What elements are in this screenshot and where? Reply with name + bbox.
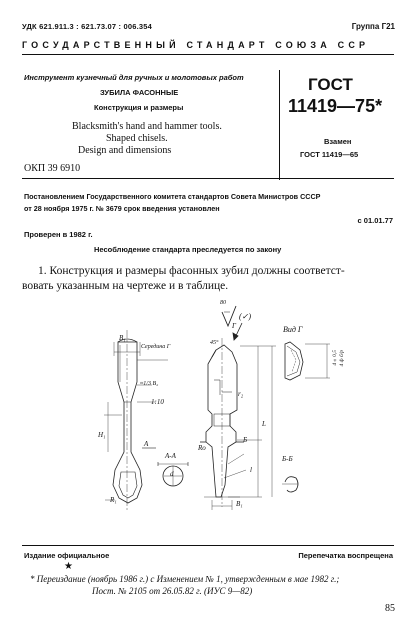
label-h1: H₁ [98, 431, 106, 439]
label-r1: R₁ [110, 496, 117, 504]
roughness-suffix: (✓) [239, 312, 252, 321]
label-b1: B₁ [119, 334, 126, 342]
star-mark: ★ [64, 561, 73, 572]
label-l: L [262, 420, 266, 428]
replaces-label: Взамен [324, 137, 352, 146]
checked-year: Проверен в 1982 г. [24, 230, 93, 239]
arrow-g-label: Г [232, 322, 236, 330]
chisel-side-view [104, 330, 188, 512]
label-dim-45: 4±0,5 [332, 350, 338, 366]
warning-text: Несоблюдение стандарта преследуется по закону [94, 245, 282, 254]
label-taper: 1:10 [151, 398, 164, 406]
title-english-2: Shaped chisels. [106, 133, 168, 144]
label-middle: Середина Г [141, 344, 171, 350]
label-l1: l [250, 466, 252, 474]
label-section-bb: Б-Б [282, 455, 293, 463]
decree-line-2: от 28 ноября 1975 г. № 3679 срок введения установлен [24, 204, 220, 213]
footnote-line-2: Пост. № 2105 от 26.05.82 г. (ИУС 9—82) [92, 586, 253, 596]
label-d: d [170, 470, 174, 478]
label-b1-bottom: B₁ [236, 500, 243, 508]
reprint-prohibited: Перепечатка воспрещена [298, 551, 393, 560]
label-ro: Rо [198, 444, 206, 452]
group-code: Группа Г21 [351, 22, 395, 31]
paragraph-1-line-2: вовать указанным на чертеже и в таблице. [22, 280, 229, 292]
label-a-marker: А [144, 440, 149, 448]
footer-rule [22, 545, 394, 546]
label-dim-46: 4 ф б/р [339, 350, 345, 367]
decree-line-1: Постановлением Государственного комитета стандартов Совета Министров СССР [24, 192, 321, 201]
view-g-label: Вид Г [283, 325, 303, 334]
title-line-2: ЗУБИЛА ФАСОННЫЕ [100, 88, 179, 97]
decree-date: с 01.01.77 [357, 216, 393, 225]
title-english-3: Design and dimensions [78, 145, 172, 156]
udk-code: УДК 621.911.3 : 621.73.07 : 006.354 [22, 22, 153, 31]
roughness-value: 80 [220, 300, 226, 306]
view-g-detail [285, 342, 330, 380]
section-b-b-detail [282, 477, 298, 492]
footnote-line-1: * Переиздание (ноябрь 1986 г.) с Изменением № 1, утвержденным в мае 1982 г.; [30, 574, 340, 584]
title-line-1: Инструмент кузнечный для ручных и молотовых работ [24, 73, 244, 82]
paragraph-1-line-1: 1. Конструкция и размеры фасонных зубил должны соответст- [38, 265, 345, 277]
label-b-marker: Б [243, 436, 248, 444]
okp-code: ОКП 39 6910 [24, 163, 81, 174]
label-r2: r₂ [238, 390, 244, 398]
state-standard-heading: ГОСУДАРСТВЕННЫЙ СТАНДАРТ СОЮЗА ССР [22, 40, 370, 50]
official-edition: Издание официальное [24, 551, 110, 560]
page-number: 85 [385, 603, 395, 614]
title-english-1: Blacksmith's hand and hammer tools. [72, 121, 222, 132]
label-third-b2: ≈1/3 B₂ [140, 381, 159, 387]
gost-number: 11419—75* [288, 96, 383, 116]
title-line-3: Конструкция и размеры [94, 103, 184, 112]
replaces-value: ГОСТ 11419—65 [300, 150, 359, 159]
label-section-aa: А-А [165, 452, 176, 460]
chisel-front-view [200, 323, 276, 510]
label-angle: 45° [210, 340, 219, 346]
gost-label: ГОСТ [308, 75, 353, 94]
